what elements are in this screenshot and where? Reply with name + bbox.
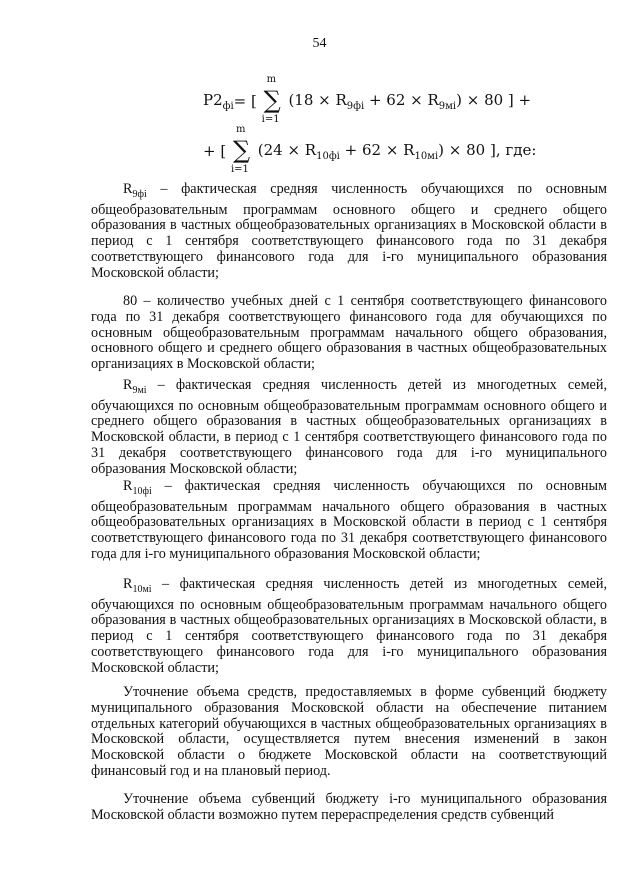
definition-r10m: [91, 577, 607, 677]
sum-lower-limit: i=1: [261, 114, 280, 125]
paragraph: 80 – количество учебных дней с 1 сентября соответствующего финансового года по 31 декабря соответствующего финансового года для обучающихся по основным общеобразовательным программам начального общего образования, основного общего и среднего общего образования в частных общеобразовательных организациях в Московской области;: [91, 293, 607, 373]
formula-term-2: [258, 141, 537, 162]
definition-r10f: [91, 479, 607, 563]
definition-r9f: [91, 182, 607, 282]
sigma-glyph: ∑: [232, 136, 251, 164]
term-1-close: ) × 80 ] +: [456, 90, 532, 109]
paragraph: Уточнение объема средств, предоставляемых в форме субвенций бюджету муниципального образования Московской области на обеспечение питанием отдельных категорий обучающихся в частных общеобразовательных организациях в Московской области, осуществляется путем внесения изменений в закон Московской области о бюджете Московской области на соответствующий финансовый год и на плановый период.: [91, 684, 607, 779]
term-2-open: (24 × R: [257, 140, 317, 159]
page-number: 54: [312, 36, 327, 51]
sum-lower-limit: i=1: [230, 164, 249, 175]
term-1-open: (18 × R: [288, 90, 347, 109]
variable-symbol: R: [123, 377, 133, 393]
variable-subscript: 9фi: [132, 188, 147, 200]
term-2-mid: + 62 × R: [339, 140, 415, 159]
paragraph: Уточнение объема субвенций бюджету i-го муниципального образования Московской области возможно путем перераспределения средств субвенций: [91, 791, 607, 823]
definition-r9m: [91, 378, 607, 478]
sum-upper-limit: m: [266, 74, 277, 85]
paragraph: [91, 378, 607, 478]
term-2-sub-a: 10фi: [316, 150, 340, 162]
summation-symbol-1: [261, 74, 282, 125]
paragraph: [91, 182, 607, 282]
term-2-close: ) × 80 ], где:: [438, 140, 537, 159]
variable-symbol: R: [123, 478, 133, 494]
summation-symbol-2: [230, 124, 251, 175]
clarification-paragraph-2: [91, 792, 607, 824]
term-1-sub-a: 9фi: [346, 100, 365, 112]
paragraph: [91, 479, 607, 563]
formula-term-1: [288, 91, 531, 112]
definition-text: – фактическая средняя численность обучающихся по основным общеобразовательным программам основного общего и среднего общего образования в частных общеобразовательных организациях в Московской области в период с 1 сентября соответствующего финансового года по 31 декабря соответствующего финансового года для i-го муниципального образования Московской области;: [91, 181, 607, 281]
variable-subscript: 10фi: [132, 485, 152, 497]
variable-subscript: 10мi: [132, 583, 152, 595]
formula-line-2: [203, 124, 537, 175]
definition-text: – фактическая средняя численность детей из многодетных семей, обучающихся по основным общеобразовательным программам начального общего образования в частных общеобразовательных организациях в Московской области, в период с 1 сентября соответствующего финансового года по 31 декабря соответствующего финансового года для i-го муниципального образования Московской области;: [91, 576, 607, 676]
variable-symbol: R: [123, 181, 133, 197]
term-2-sub-b: 10мi: [414, 150, 439, 162]
definition-text: – фактическая средняя численность детей из многодетных семей, обучающихся по основным общеобразовательным программам основного общего и среднего общего образования в частных общеобразовательных организациях в Московской области, в период с 1 сентября соответствующего финансового года по 31 декабря соответствующего финансового года для i-го муниципального образования Московской области;: [91, 377, 607, 477]
formula-line-1: [203, 74, 532, 125]
paragraph: [91, 577, 607, 677]
formula-lhs-subscript: фi: [222, 100, 234, 112]
sigma-glyph: ∑: [263, 86, 281, 114]
clarification-paragraph-1: [91, 685, 607, 780]
term-1-sub-b: 9мi: [438, 100, 457, 112]
definition-text: – фактическая средняя численность обучающихся по основным общеобразовательным программам начального общего образования в частных общеобразовательных организациях в Московской области в период с 1 сентября соответствующего финансового года по 31 декабря соответствующего финансового года для i-го муниципального образования Московской области;: [91, 478, 607, 563]
formula-equals-bracket: = [: [233, 92, 257, 110]
variable-subscript: 9мi: [132, 384, 147, 396]
definition-eighty: [91, 294, 607, 373]
variable-symbol: R: [123, 576, 133, 592]
formula-lhs-symbol: P2: [203, 90, 223, 109]
formula-lhs: [203, 91, 234, 112]
term-1-mid: + 62 × R: [364, 90, 439, 109]
formula-lead: + [: [203, 142, 227, 160]
sum-upper-limit: m: [235, 124, 246, 135]
